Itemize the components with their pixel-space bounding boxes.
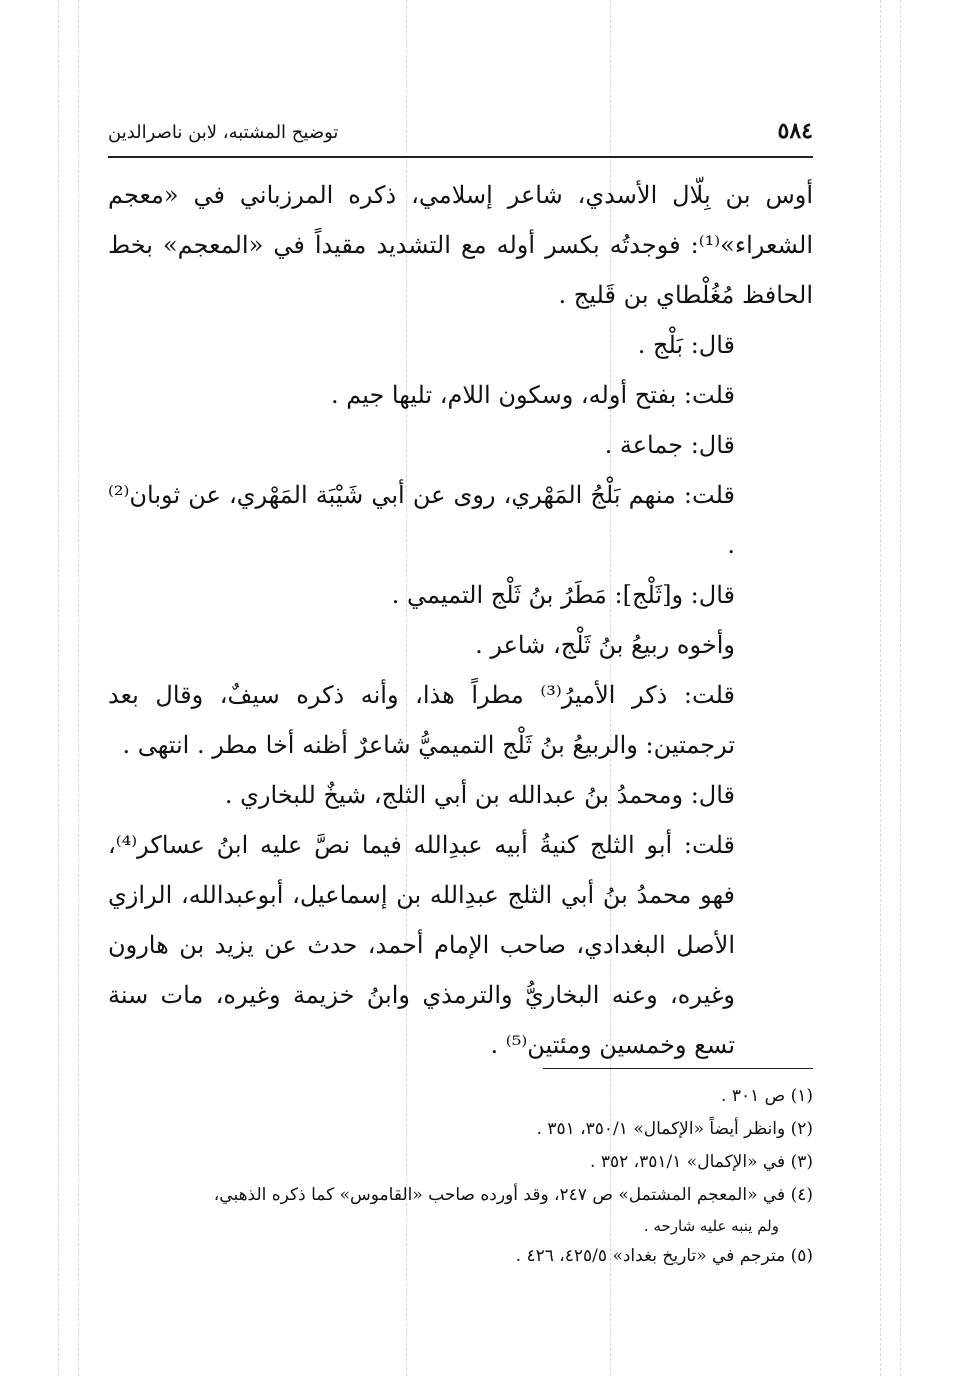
footnotes	[108, 1080, 813, 1273]
page-header	[108, 118, 813, 152]
paragraph-qala-jamaa: قال: جماعة .	[604, 431, 735, 459]
header-rule	[108, 156, 813, 158]
main-text	[108, 170, 813, 1070]
scan-guide-line	[900, 0, 901, 1376]
paragraph-qultu-abu-thalj: قلت: أبو الثلج كنيةُ أبيه عبدِالله فيما نصَّ عليه ابنُ عساكر⁽⁴⁾، فهو محمدُ بنُ أبي الثلج عبدِالله بن إسماعيل، أبوعبدالله، الرازي الأصل البغدادي، صاحب الإمام أحمد، حدث عن يزيد بن هارون وغيره، وعنه البخاريُّ والترمذي وابنُ خزيمة وغيره، مات سنة تسع وخمسين ومئتين⁽⁵⁾ .	[108, 831, 735, 1059]
paragraph-qala-thalj: قال: و[ثَلْج]: مَطَرُ بنُ ثَلْج التميمي .	[391, 581, 735, 609]
scan-guide-line	[58, 0, 59, 1376]
footnote-rule	[543, 1068, 813, 1069]
footnote-3: (٣) في «الإكمال» ٣٥١/١، ٣٥٢ .	[590, 1152, 813, 1172]
paragraph-qultu-minhum: قلت: منهم بَلْجُ المَهْري، روى عن أبي شَيْبَة المَهْري، عن ثوبان⁽²⁾ .	[108, 481, 735, 559]
footnote-1: (١) ص ٣٠١ .	[721, 1086, 813, 1106]
running-title: توضيح المشتبه، لابن ناصرالدين	[108, 122, 339, 143]
footnote-2: (٢) وانظر أيضاً «الإكمال» ٣٥٠/١، ٣٥١ .	[536, 1119, 813, 1139]
footnote-5: (٥) مترجم في «تاريخ بغداد» ٤٢٥/٥، ٤٢٦ .	[515, 1246, 813, 1266]
paragraph-qultu-balj: قلت: بفتح أوله، وسكون اللام، تليها جيم .	[330, 381, 735, 409]
paragraph-qala-muhammad: قال: ومحمدُ بنُ عبدالله بن أبي الثلج، شيخٌ للبخاري .	[224, 781, 735, 809]
scan-guide-line	[78, 0, 79, 1376]
paragraph-aws: أوس بن بِلّال الأسدي، شاعر إسلامي، ذكره المرزباني في «معجم الشعراء»⁽¹⁾: فوجدتُه بكسر أوله مع التشديد مقيداً في «المعجم» بخط الحافظ مُغُلْطاي بن قَليج .	[108, 181, 813, 309]
scan-guide-line	[880, 0, 881, 1376]
page-number: ٥٨٤	[777, 118, 813, 144]
paragraph-qultu-amir: قلت: ذكر الأميرُ⁽³⁾ مطراً هذا، وأنه ذكره سيفٌ، وقال بعد ترجمتين: والربيعُ بنُ ثَلْج التميميُّ شاعرٌ أظنه أخا مطر . انتهى .	[108, 681, 735, 759]
paragraph-qala-balj: قال: بَلْج .	[637, 331, 735, 359]
footnote-4-continuation: ولم ينبه عليه شارحه .	[643, 1217, 779, 1235]
footnote-4: (٤) في «المعجم المشتمل» ص ٢٤٧، وقد أورده صاحب «القاموس» كما ذكره الذهبي،	[213, 1185, 813, 1205]
paragraph-akhuhu: وأخوه ربيعُ بنُ ثَلْج، شاعر .	[475, 631, 735, 659]
